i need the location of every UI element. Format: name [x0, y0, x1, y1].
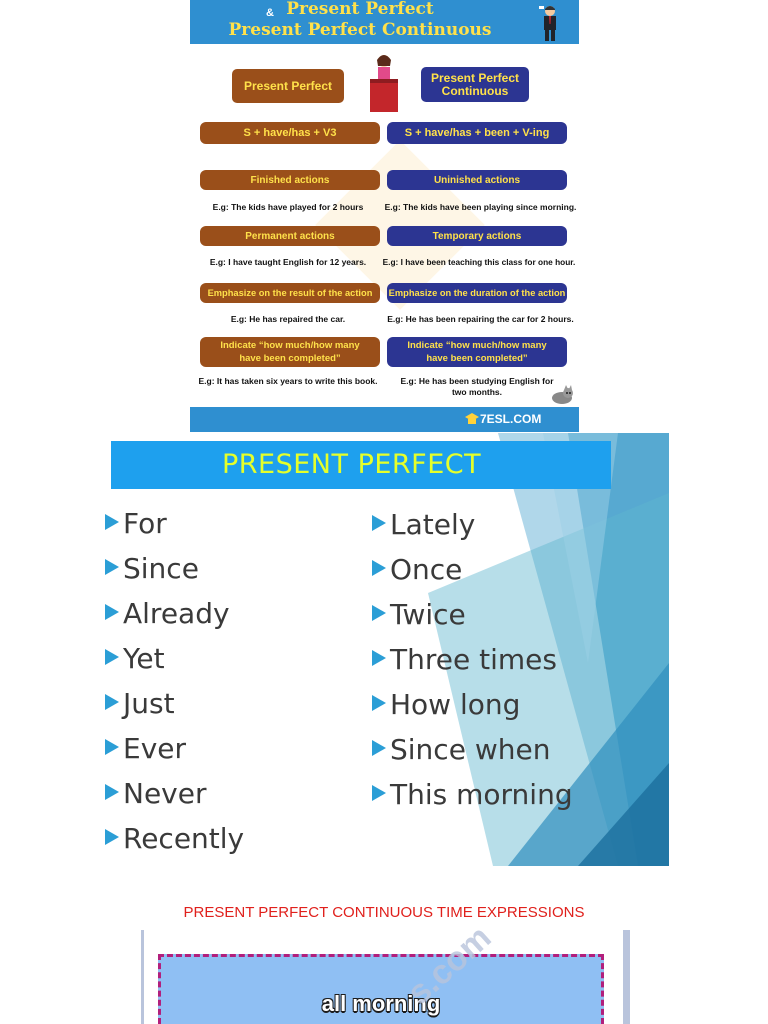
- bullet-triangle-icon: [105, 694, 119, 710]
- bullet-triangle-icon: [105, 649, 119, 665]
- bullet-triangle-icon: [372, 785, 386, 801]
- graduation-cap-icon: [465, 413, 479, 425]
- time-word: How long: [372, 688, 520, 724]
- time-word: Twice: [372, 598, 466, 634]
- right-formula: S + have/has + been + V-ing: [387, 122, 567, 144]
- title-line2: Present Perfect Continuous: [228, 20, 492, 40]
- infographic: [190, 0, 579, 432]
- bullet-triangle-icon: [105, 739, 119, 755]
- bullet-triangle-icon: [372, 650, 386, 666]
- businessman-icon: [538, 4, 562, 42]
- infographic-header: [190, 0, 579, 44]
- right-example: E.g: The kids have been playing since morning.: [384, 202, 577, 212]
- left-heading: Present Perfect: [232, 69, 344, 103]
- right-example: E.g: I have been teaching this class for one hour.: [382, 257, 576, 267]
- time-word: Already: [105, 597, 230, 633]
- time-word: Since when: [372, 733, 550, 769]
- bullet-triangle-icon: [372, 560, 386, 576]
- left-label-how-much: Indicate “how much/how many have been completed”: [200, 337, 380, 367]
- ampersand: &: [266, 7, 274, 19]
- time-word: Just: [105, 687, 175, 723]
- left-formula: S + have/has + V3: [200, 122, 380, 144]
- time-word: This morning: [372, 778, 573, 814]
- time-word: Three times: [372, 643, 557, 679]
- time-word: Ever: [105, 732, 186, 768]
- time-word: Recently: [105, 822, 244, 858]
- slide-title-bar: [111, 441, 611, 489]
- bullet-triangle-icon: [372, 740, 386, 756]
- bullet-triangle-icon: [372, 695, 386, 711]
- section-heading: PRESENT PERFECT CONTINUOUS TIME EXPRESSIONS: [183, 904, 585, 921]
- right-example: E.g: He has been studying English for two months.: [400, 376, 554, 397]
- bullet-triangle-icon: [372, 515, 386, 531]
- time-word: Once: [372, 553, 462, 589]
- bullet-triangle-icon: [105, 514, 119, 530]
- footer-brand: 7ESL.COM: [480, 412, 542, 426]
- time-word: For: [105, 507, 167, 543]
- time-word: Since: [105, 552, 199, 588]
- title-line1: Present Perfect: [286, 0, 434, 19]
- expression-box: [158, 954, 604, 1024]
- left-example: E.g: I have taught English for 12 years.: [209, 257, 367, 267]
- continuous-expressions-section: [0, 866, 768, 1024]
- left-example: E.g: He has repaired the car.: [230, 314, 346, 324]
- bullet-triangle-icon: [105, 559, 119, 575]
- right-heading: Present Perfect Continuous: [421, 67, 529, 102]
- teacher-icon: [367, 52, 401, 114]
- right-label-how-much: Indicate “how much/how many have been completed”: [387, 337, 567, 367]
- time-word: Never: [105, 777, 206, 813]
- bullet-triangle-icon: [105, 829, 119, 845]
- time-word: Yet: [105, 642, 165, 678]
- cat-icon: [550, 385, 574, 405]
- present-perfect-slide: [98, 433, 669, 866]
- watermark-text: s.com: [400, 918, 499, 1013]
- time-expression: all morning: [321, 991, 441, 1016]
- right-label-temporary: Temporary actions: [387, 226, 567, 246]
- right-example: E.g: He has been repairing the car for 2 hours.: [387, 314, 574, 324]
- bullet-triangle-icon: [105, 604, 119, 620]
- right-label-unfinished: Uninished actions: [387, 170, 567, 190]
- left-label-result: Emphasize on the result of the action: [200, 283, 380, 303]
- time-word: Lately: [372, 508, 475, 544]
- bullet-triangle-icon: [372, 605, 386, 621]
- left-label-finished: Finished actions: [200, 170, 380, 190]
- right-label-duration: Emphasize on the duration of the action: [387, 283, 567, 303]
- slide-title: PRESENT PERFECT: [222, 449, 482, 480]
- left-example: E.g: It has taken six years to write this book.: [198, 376, 378, 386]
- left-label-permanent: Permanent actions: [200, 226, 380, 246]
- infographic-footer: [190, 407, 579, 432]
- bullet-triangle-icon: [105, 784, 119, 800]
- left-example: E.g: The kids have played for 2 hours: [212, 202, 364, 212]
